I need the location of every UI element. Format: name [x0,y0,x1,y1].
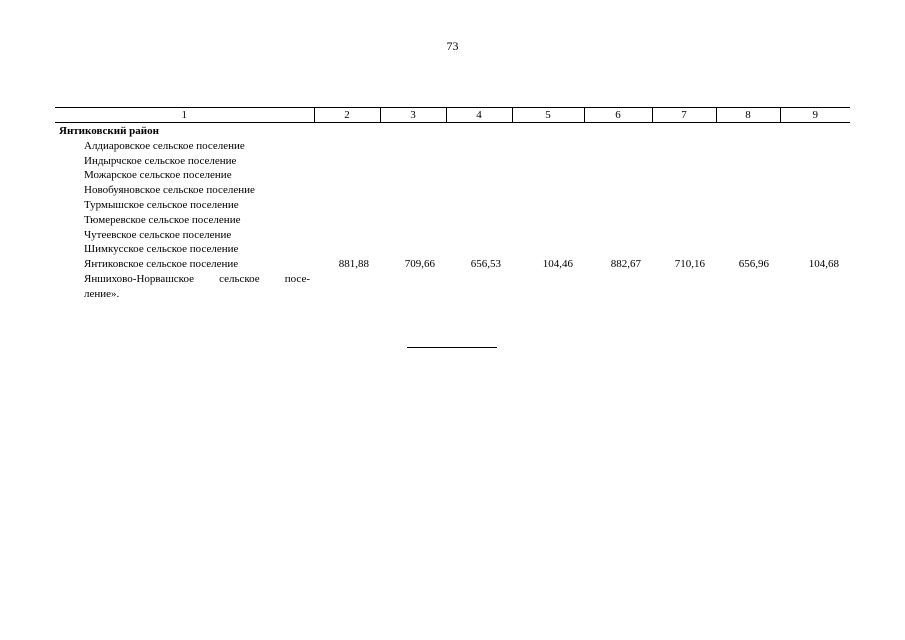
table-row [55,139,850,154]
value-col-6: 882,67 [610,258,641,271]
settlement-name-continuation: ление». [84,287,120,300]
value-col-3: 709,66 [404,258,435,271]
settlement-name: Индырчское сельское поселение [84,154,237,167]
settlement-name: Новобуяновское сельское поселение [84,184,255,197]
settlement-name: Алдиаровское сельское поселение [84,139,245,152]
value-col-5: 104,46 [542,258,573,271]
table-header [55,108,850,123]
district-name: Янтиковский район [59,125,159,137]
table-row [55,287,850,302]
settlement-name: Шимкусское сельское поселение [84,243,239,256]
data-table [55,107,850,302]
column-header-6: 6 [584,108,652,123]
table-row [55,123,850,139]
table-row [55,168,850,183]
column-header-2: 2 [314,108,380,123]
value-col-7: 710,16 [674,258,705,271]
settlement-name: Турмышское сельское поселение [84,198,239,211]
value-col-2: 881,88 [338,258,369,271]
table-row [55,257,850,272]
page-number: 73 [446,39,459,53]
value-col-9: 104,68 [808,258,839,271]
column-header-7: 7 [652,108,716,123]
column-header-8: 8 [716,108,780,123]
settlement-name: Тюмеревское сельское поселение [84,213,241,226]
table-row [55,228,850,243]
table-row [55,272,850,287]
column-header-5: 5 [512,108,584,123]
closing-rule [407,347,497,348]
table-row [55,154,850,169]
value-col-8: 656,96 [738,258,769,271]
column-header-4: 4 [446,108,512,123]
table-row [55,183,850,198]
header-row [55,108,850,123]
column-header-1: 1 [55,108,314,123]
settlement-name: Можарское сельское поселение [84,169,232,182]
settlement-name: Яншихово-Норвашское сельское посе- [84,272,310,285]
settlement-name: Янтиковское сельское поселение [84,258,239,271]
settlement-name: Чутеевское сельское поселение [84,228,232,241]
table-row [55,198,850,213]
column-header-3: 3 [380,108,446,123]
table-row [55,213,850,228]
column-header-9: 9 [780,108,850,123]
value-col-4: 656,53 [470,258,501,271]
table-row [55,242,850,257]
